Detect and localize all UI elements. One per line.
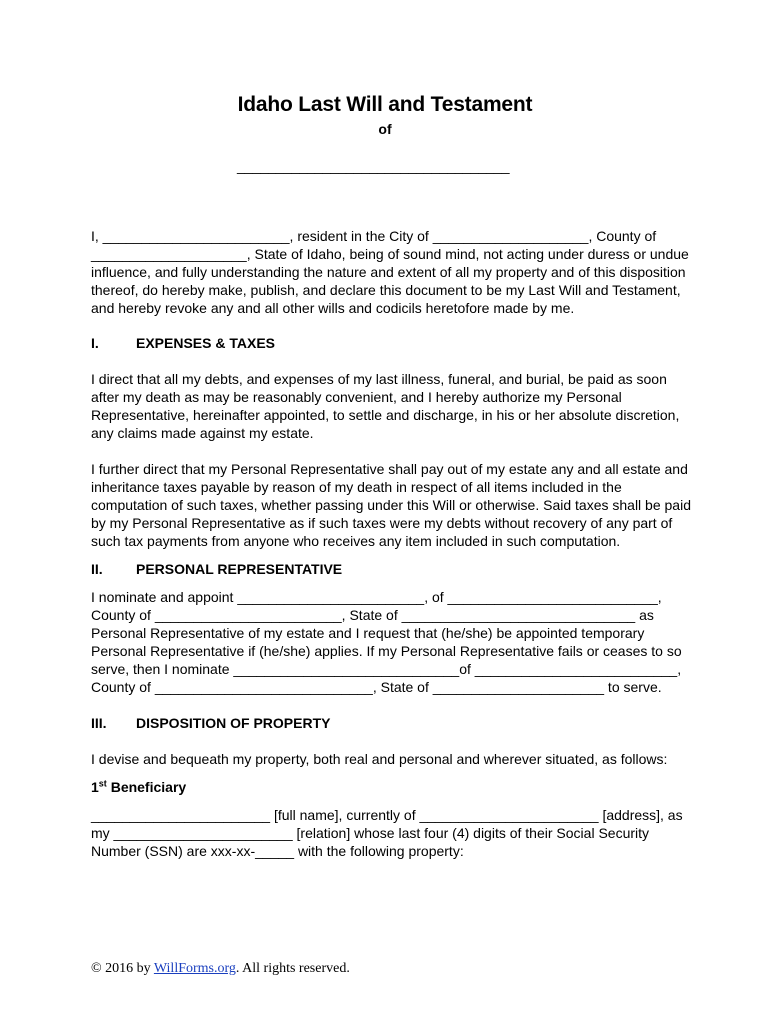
beneficiary-ordinal: 1 bbox=[91, 779, 99, 795]
footer-prefix: © 2016 by bbox=[91, 961, 154, 976]
willforms-link[interactable]: WillForms.org bbox=[153, 961, 236, 976]
disposition-paragraph: I devise and bequeath my property, both real and personal and wherever situated, as follows: bbox=[91, 751, 668, 767]
beneficiary-heading bbox=[91, 778, 691, 796]
section-number: II. bbox=[91, 561, 103, 577]
expenses-paragraph-1: I direct that all my debts, and expenses of my last illness, funeral, and burial, be paid as soon after my death as may be reasonably convenient, and I hereby authorize my Personal Representative, hereinafter appointed, to settle and discharge, in his or her absolute discretion, any claims made against my estate. bbox=[91, 371, 680, 441]
beneficiary-paragraph: _______________________ [full name], currently of _______________________ [address], as my _______________________ [relation] whose last four (4) digits of their Social Security Number (SSN) are xxx-xx-_____ with the following property: bbox=[91, 807, 683, 859]
footer-suffix: . All rights reserved. bbox=[235, 961, 350, 976]
document-body bbox=[91, 227, 691, 860]
testator-name-blank: ___________________________________ bbox=[237, 158, 510, 174]
section-number: I. bbox=[91, 335, 99, 351]
intro-paragraph: I, ________________________, resident in the City of ____________________, County of ____________________, State of Idaho, being of sound mind, not acting under duress or undue influence, and fully understanding the nature and extent of all my property and of this disposition thereof, do hereby make, publish, and declare this document to be my Last Will and Testament, and hereby revoke any and all other wills and codicils heretofore made by me. bbox=[91, 228, 689, 316]
document-of: of bbox=[378, 121, 392, 137]
section-heading-disposition bbox=[91, 714, 691, 732]
section-number: III. bbox=[91, 715, 107, 731]
representative-paragraph: I nominate and appoint ________________________, of ___________________________, County of ________________________, State of ______________________________ as Personal Representative of my estate and I request that (he/she) be appointed temporary Personal Representative if (he/she) applies. If my Personal Representative fails or ceases to so serve, then I nominate _____________________________of __________________________, County of ____________________________, State of ______________________ to serve. bbox=[91, 589, 682, 695]
section-title: PERSONAL REPRESENTATIVE bbox=[136, 561, 343, 577]
section-heading-representative bbox=[91, 560, 691, 578]
copyright-footer bbox=[91, 961, 350, 977]
section-title: DISPOSITION OF PROPERTY bbox=[136, 715, 331, 731]
document-title: Idaho Last Will and Testament bbox=[237, 93, 533, 116]
beneficiary-ordinal-suffix: st bbox=[98, 778, 107, 789]
expenses-paragraph-2: I further direct that my Personal Representative shall pay out of my estate any and all estate and inheritance taxes payable by reason of my death in respect of all items included in the computation of such taxes, whether passing under this Will or otherwise. Said taxes shall be paid by my Personal Representative as if such taxes were my debts without recovery of any part of such tax payments from anyone who receives any item included in such computation. bbox=[91, 461, 691, 549]
beneficiary-label: Beneficiary bbox=[106, 779, 187, 795]
section-heading-expenses bbox=[91, 334, 691, 352]
section-title: EXPENSES & TAXES bbox=[136, 335, 276, 351]
